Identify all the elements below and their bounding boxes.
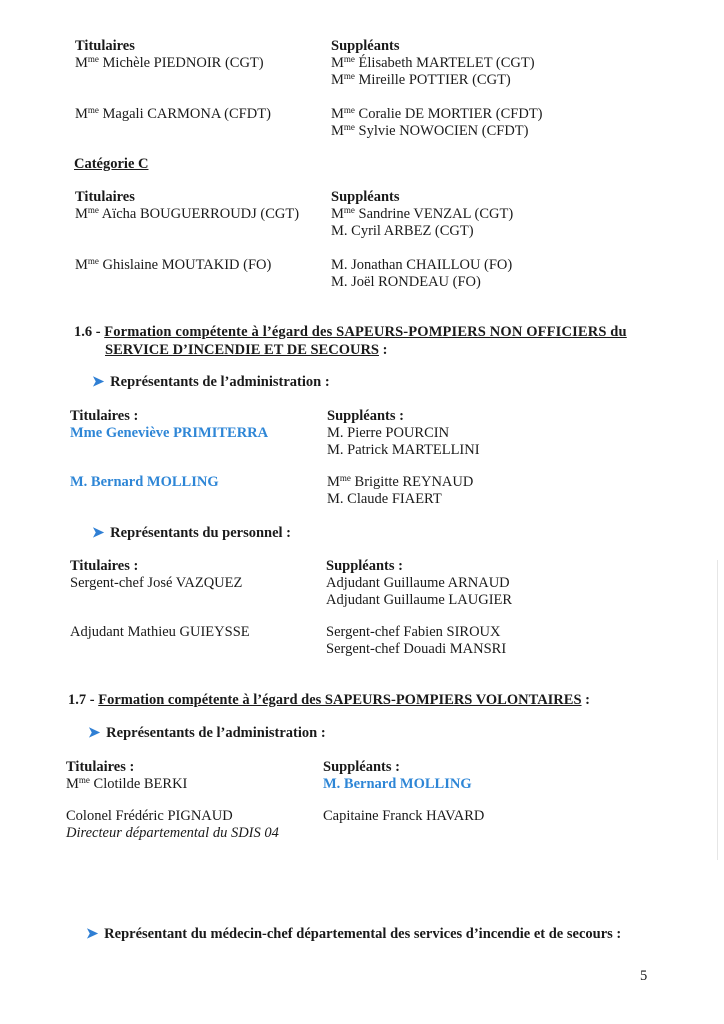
s16-admin-row1-tit: Mme Geneviève PRIMITERRA [70, 425, 269, 441]
s16-admin-row2-sup-0: $M^{me}$ Brigitte REYNAUD [327, 473, 474, 490]
catc-row2-tit-0: $M^{me}$ Ghislaine MOUTAKID (FO) [75, 256, 272, 273]
s16-admin-header: ➤ Représentants de l’administration : [92, 374, 330, 390]
arrow-right-icon: ➤ [86, 926, 99, 942]
s17-row2-suppleants [323, 808, 484, 825]
s16-admin-row2-tit: M. Bernard MOLLING [70, 474, 219, 490]
catc-tit-header: Titulaires [75, 189, 135, 205]
s17-row1-titulaires [66, 759, 187, 793]
catc-row2-sup-0: M. Jonathan CHAILLOU (FO) [331, 257, 513, 273]
s16-admin-tit-header: Titulaires : [70, 408, 139, 424]
s17-row2-sup: Capitaine Franck HAVARD [323, 808, 485, 824]
s16-pers-row1-sup-1: Adjudant Guillaume LAUGIER [326, 592, 513, 608]
catb-row1-tit-0: $M^{me}$ Michèle PIEDNOIR (CGT) [75, 54, 264, 71]
s16-admin-sup-header: Suppléants : [327, 408, 404, 424]
catb-tit-header: Titulaires [75, 38, 135, 54]
section-1-6-title: 1.6 - Formation compétente à l’égard des SAPEURS-POMPIERS NON OFFICIERS du SERVICE D’INCENDIE ET DE SECOURS : [74, 324, 627, 358]
catc-row1-suppleants [331, 189, 513, 240]
page-number: 5 [640, 968, 648, 984]
s16-pers-row1-suppleants [326, 558, 512, 609]
s17-row1-suppleants [323, 759, 472, 793]
catc-row1-sup-0: $M^{me}$ Sandrine VENZAL (CGT) [331, 205, 514, 222]
catc-row2-sup-1: M. Joël RONDEAU (FO) [331, 274, 481, 290]
catb-row2-tit-0: $M^{me}$ Magali CARMONA (CFDT) [75, 105, 271, 122]
s16-pers-row1-sup-0: Adjudant Guillaume ARNAUD [326, 575, 510, 591]
s17-row2-tit: Colonel Frédéric PIGNAUD [66, 808, 233, 824]
catb-row1-suppleants [331, 38, 535, 89]
s17-row1-tit: $M^{me}$ Clotilde BERKI [66, 775, 188, 792]
s16-pers-tit-header: Titulaires : [70, 558, 139, 574]
catb-row2-suppleants [331, 106, 543, 140]
catb-row2-sup-1: $M^{me}$ Sylvie NOWOCIEN (CFDT) [331, 122, 529, 139]
s16-pers-sup-header: Suppléants : [326, 558, 403, 574]
catb-row2-sup-0: $M^{me}$ Coralie DE MORTIER (CFDT) [331, 105, 543, 122]
arrow-right-icon: ➤ [92, 374, 105, 390]
catb-row1-sup-1: $M^{me}$ Mireille POTTIER (CGT) [331, 71, 511, 88]
s17-tit-header: Titulaires : [66, 759, 135, 775]
s17-sup-header: Suppléants : [323, 759, 400, 775]
catb-sup-header: Suppléants [331, 38, 400, 54]
s16-pers-row2-suppleants [326, 624, 506, 658]
s17-admin-header: ➤ Représentants de l’administration : [88, 725, 326, 741]
catb-row1-titulaires [75, 38, 264, 72]
s16-admin-row1-sup-1: M. Patrick MARTELLINI [327, 442, 480, 458]
s16-admin-row2-suppleants [327, 474, 473, 508]
s17-row2-titulaires [66, 808, 279, 842]
s16-pers-row2-sup-0: Sergent-chef Fabien SIROUX [326, 624, 501, 640]
s16-pers-row2-sup-1: Sergent-chef Douadi MANSRI [326, 641, 507, 657]
catc-row1-sup-1: M. Cyril ARBEZ (CGT) [331, 223, 474, 239]
catc-sup-header: Suppléants [331, 189, 400, 205]
catc-row2-suppleants [331, 257, 512, 291]
s17-row1-sup: M. Bernard MOLLING [323, 776, 472, 792]
section-1-7-title: 1.7 - Formation compétente à l’égard des SAPEURS-POMPIERS VOLONTAIRES : [68, 692, 590, 708]
s16-pers-row2-titulaires [70, 624, 250, 641]
s16-pers-row1-tit: Sergent-chef José VAZQUEZ [70, 575, 243, 591]
s16-admin-row1-sup-0: M. Pierre POURCIN [327, 425, 450, 441]
catc-row2-titulaires [75, 257, 271, 274]
catb-row1-sup-0: $M^{me}$ Élisabeth MARTELET (CGT) [331, 54, 535, 71]
s16-admin-row2-sup-1: M. Claude FIAERT [327, 491, 442, 507]
s16-admin-row1-titulaires [70, 408, 268, 442]
catc-row1-titulaires [75, 189, 299, 223]
catc-title: Catégorie C [74, 156, 149, 172]
arrow-right-icon: ➤ [88, 725, 101, 741]
s16-pers-header: ➤ Représentants du personnel : [92, 525, 292, 541]
arrow-right-icon: ➤ [92, 525, 105, 541]
s16-pers-row1-titulaires [70, 558, 242, 592]
medecin-header: ➤ Représentant du médecin-chef départemental des services d’incendie et de secours : [86, 926, 622, 942]
s17-row2-tit-role: Directeur départemental du SDIS 04 [66, 825, 279, 841]
catb-row2-titulaires [75, 106, 271, 123]
catc-row1-tit-0: $M^{me}$ Aïcha BOUGUERROUDJ (CGT) [75, 205, 300, 222]
s16-pers-row2-tit: Adjudant Mathieu GUIEYSSE [70, 624, 250, 640]
s16-admin-row2-titulaires [70, 474, 219, 491]
scan-artifact-line [717, 560, 718, 860]
s16-admin-row1-suppleants [327, 408, 480, 459]
